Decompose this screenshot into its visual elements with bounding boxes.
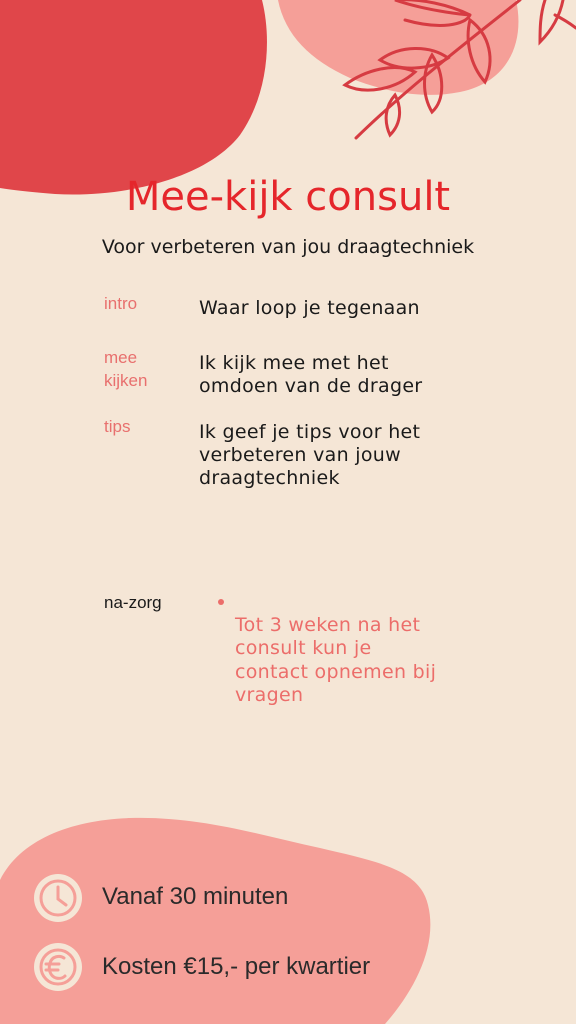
step-label-tips: tips (104, 417, 131, 436)
step-description-mee-kijken: Ik kijk mee met het omdoen van de drager (199, 352, 423, 397)
step-label-intro: intro (104, 294, 138, 313)
aftercare-bullet (214, 590, 436, 708)
euro-icon (32, 941, 84, 993)
step-description-tips: Ik geef je tips voor het verbeteren van jouw draagtechniek (199, 421, 421, 489)
clock-icon (32, 872, 84, 924)
top-left-blob (0, 0, 267, 195)
aftercare-label: na-zorg (104, 593, 162, 612)
aftercare-bullet-text: Tot 3 weken na het consult kun je contact opnemen bij vragen (235, 613, 437, 706)
page-title: Mee-kijk consult (125, 174, 451, 220)
cost-text: Kosten €15,- per kwartier (102, 953, 371, 980)
duration-text: Vanaf 30 minuten (102, 883, 289, 910)
page-subtitle: Voor verbeteren van jou draagtechniek (101, 236, 475, 258)
bullet-dot-icon (218, 599, 224, 605)
step-label-mee-kijken: mee kijken (104, 348, 148, 390)
step-description-intro: Waar loop je tegenaan (199, 297, 420, 319)
aftercare-bullet-list (214, 590, 436, 708)
